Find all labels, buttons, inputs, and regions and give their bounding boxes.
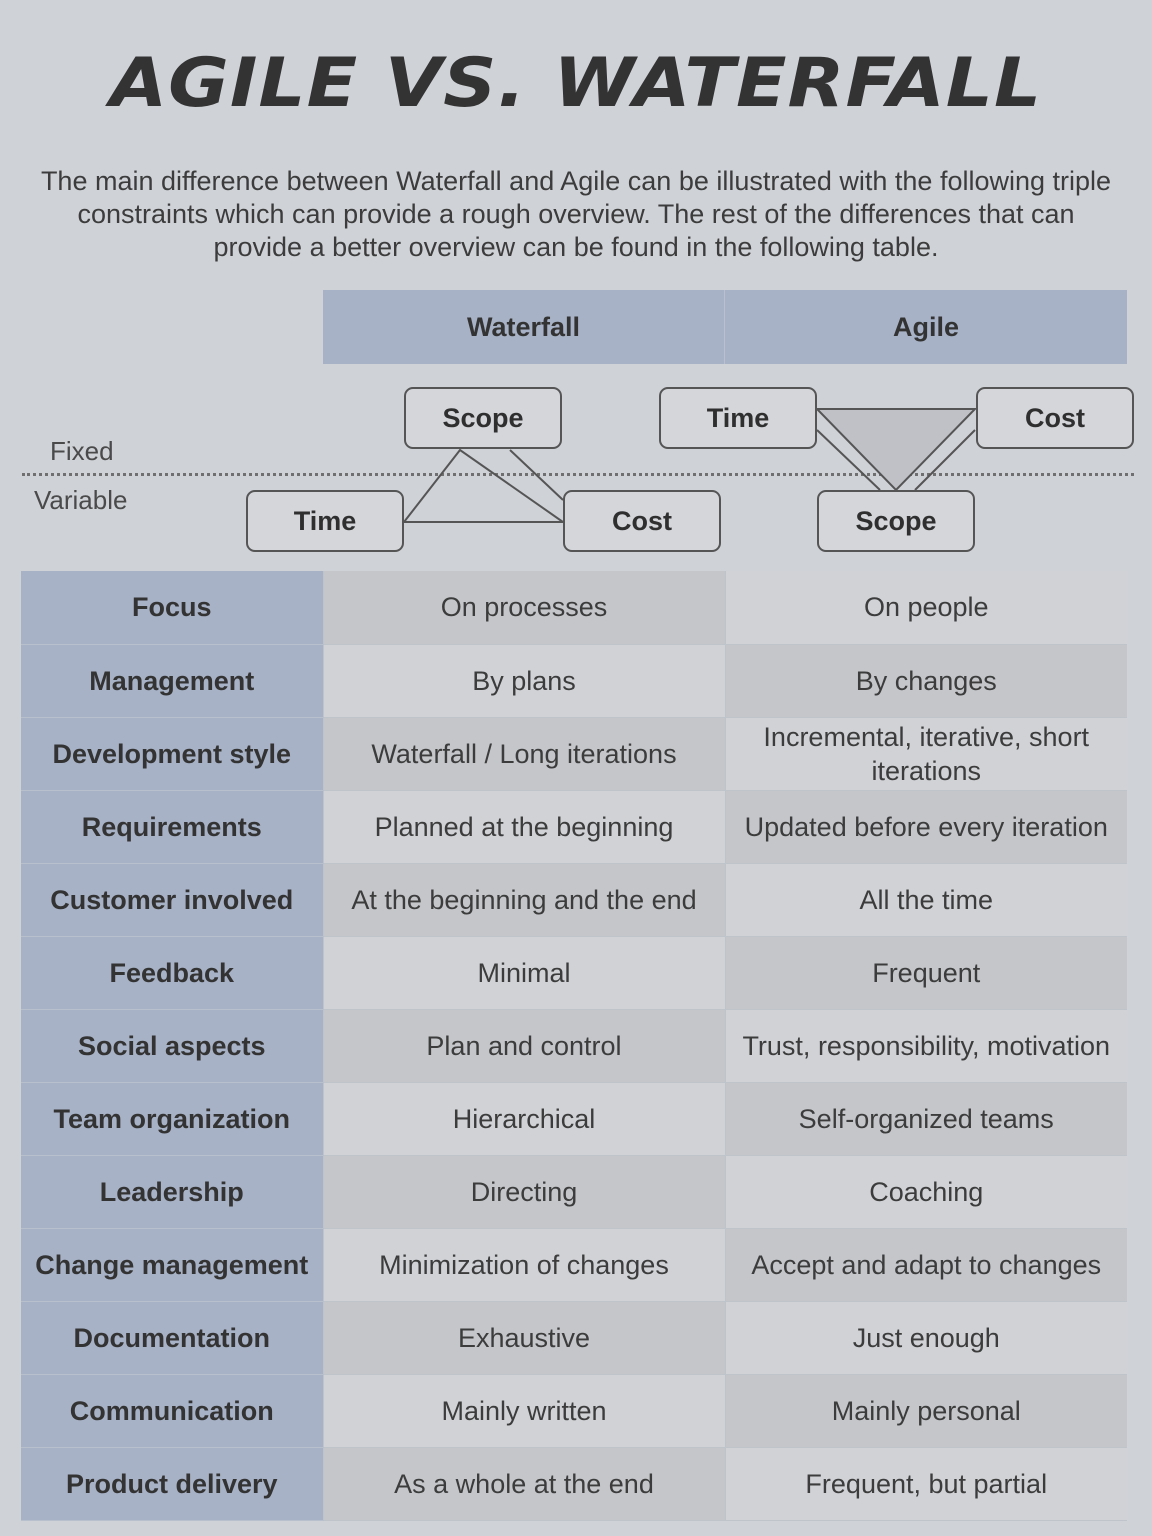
waterfall-cost-box: Cost xyxy=(563,490,721,552)
table-row xyxy=(21,1228,1127,1301)
waterfall-triangle xyxy=(404,450,563,522)
table-row xyxy=(21,1447,1127,1520)
row-aspect-label: Focus xyxy=(21,571,323,644)
column-header-waterfall: Waterfall xyxy=(323,290,725,364)
waterfall-cell: At the beginning and the end xyxy=(323,863,725,936)
table-row xyxy=(21,571,1127,644)
agile-cell: Accept and adapt to changes xyxy=(725,1228,1127,1301)
table-row xyxy=(21,644,1127,717)
waterfall-cell: Mainly written xyxy=(323,1374,725,1447)
waterfall-cell: Minimal xyxy=(323,936,725,1009)
row-aspect-label: Change management xyxy=(21,1228,323,1301)
table-row xyxy=(21,790,1127,863)
table-row xyxy=(21,1009,1127,1082)
row-aspect-label: Social aspects xyxy=(21,1009,323,1082)
agile-cell: Frequent, but partial xyxy=(725,1447,1127,1520)
waterfall-cell: Hierarchical xyxy=(323,1082,725,1155)
agile-cell: By changes xyxy=(725,644,1127,717)
row-aspect-label: Documentation xyxy=(21,1301,323,1374)
page-title: AGILE VS. WATERFALL xyxy=(109,43,1043,123)
agile-cell: Mainly personal xyxy=(725,1374,1127,1447)
agile-cell: Self-organized teams xyxy=(725,1082,1127,1155)
agile-cell: Trust, responsibility, motivation xyxy=(725,1009,1127,1082)
waterfall-cell: Plan and control xyxy=(323,1009,725,1082)
waterfall-cell: On processes xyxy=(323,571,725,644)
agile-triangle xyxy=(817,409,975,490)
waterfall-cell: Minimization of changes xyxy=(323,1228,725,1301)
agile-cell: Coaching xyxy=(725,1155,1127,1228)
agile-cell: Updated before every iteration xyxy=(725,790,1127,863)
table-row xyxy=(21,1082,1127,1155)
agile-cell: Frequent xyxy=(725,936,1127,1009)
agile-cost-box: Cost xyxy=(976,387,1134,449)
waterfall-cell: As a whole at the end xyxy=(323,1447,725,1520)
agile-cell: On people xyxy=(725,571,1127,644)
agile-cell: All the time xyxy=(725,863,1127,936)
table-row xyxy=(21,717,1127,790)
agile-time-box: Time xyxy=(659,387,817,449)
table-row xyxy=(21,936,1127,1009)
waterfall-scope-cost-line xyxy=(510,450,563,500)
row-aspect-label: Product delivery xyxy=(21,1447,323,1520)
row-aspect-label: Team organization xyxy=(21,1082,323,1155)
agile-cell: Just enough xyxy=(725,1301,1127,1374)
table-row xyxy=(21,863,1127,936)
waterfall-time-box: Time xyxy=(246,490,404,552)
agile-scope-box: Scope xyxy=(817,490,975,552)
waterfall-cell: Exhaustive xyxy=(323,1301,725,1374)
table-row xyxy=(21,1374,1127,1447)
waterfall-cell: By plans xyxy=(323,644,725,717)
column-header-agile: Agile xyxy=(725,290,1127,364)
comparison-table xyxy=(21,571,1127,1521)
row-aspect-label: Feedback xyxy=(21,936,323,1009)
row-aspect-label: Requirements xyxy=(21,790,323,863)
waterfall-cell: Waterfall / Long iterations xyxy=(323,717,725,790)
intro-paragraph: The main difference between Waterfall and Agile can be illustrated with the following triple constraints which can provide a rough overview. The rest of the differences that can provide a better overview can be found in the following table. xyxy=(40,166,1112,262)
waterfall-scope-box: Scope xyxy=(404,387,562,449)
agile-cell: Incremental, iterative, short iterations xyxy=(725,717,1127,790)
waterfall-cell: Directing xyxy=(323,1155,725,1228)
row-aspect-label: Communication xyxy=(21,1374,323,1447)
row-aspect-label: Development style xyxy=(21,717,323,790)
row-aspect-label: Leadership xyxy=(21,1155,323,1228)
row-aspect-label: Customer involved xyxy=(21,863,323,936)
waterfall-cell: Planned at the beginning xyxy=(323,790,725,863)
table-row xyxy=(21,1301,1127,1374)
table-row xyxy=(21,1155,1127,1228)
row-aspect-label: Management xyxy=(21,644,323,717)
variable-label: Variable xyxy=(34,485,128,515)
fixed-label: Fixed xyxy=(50,436,114,466)
